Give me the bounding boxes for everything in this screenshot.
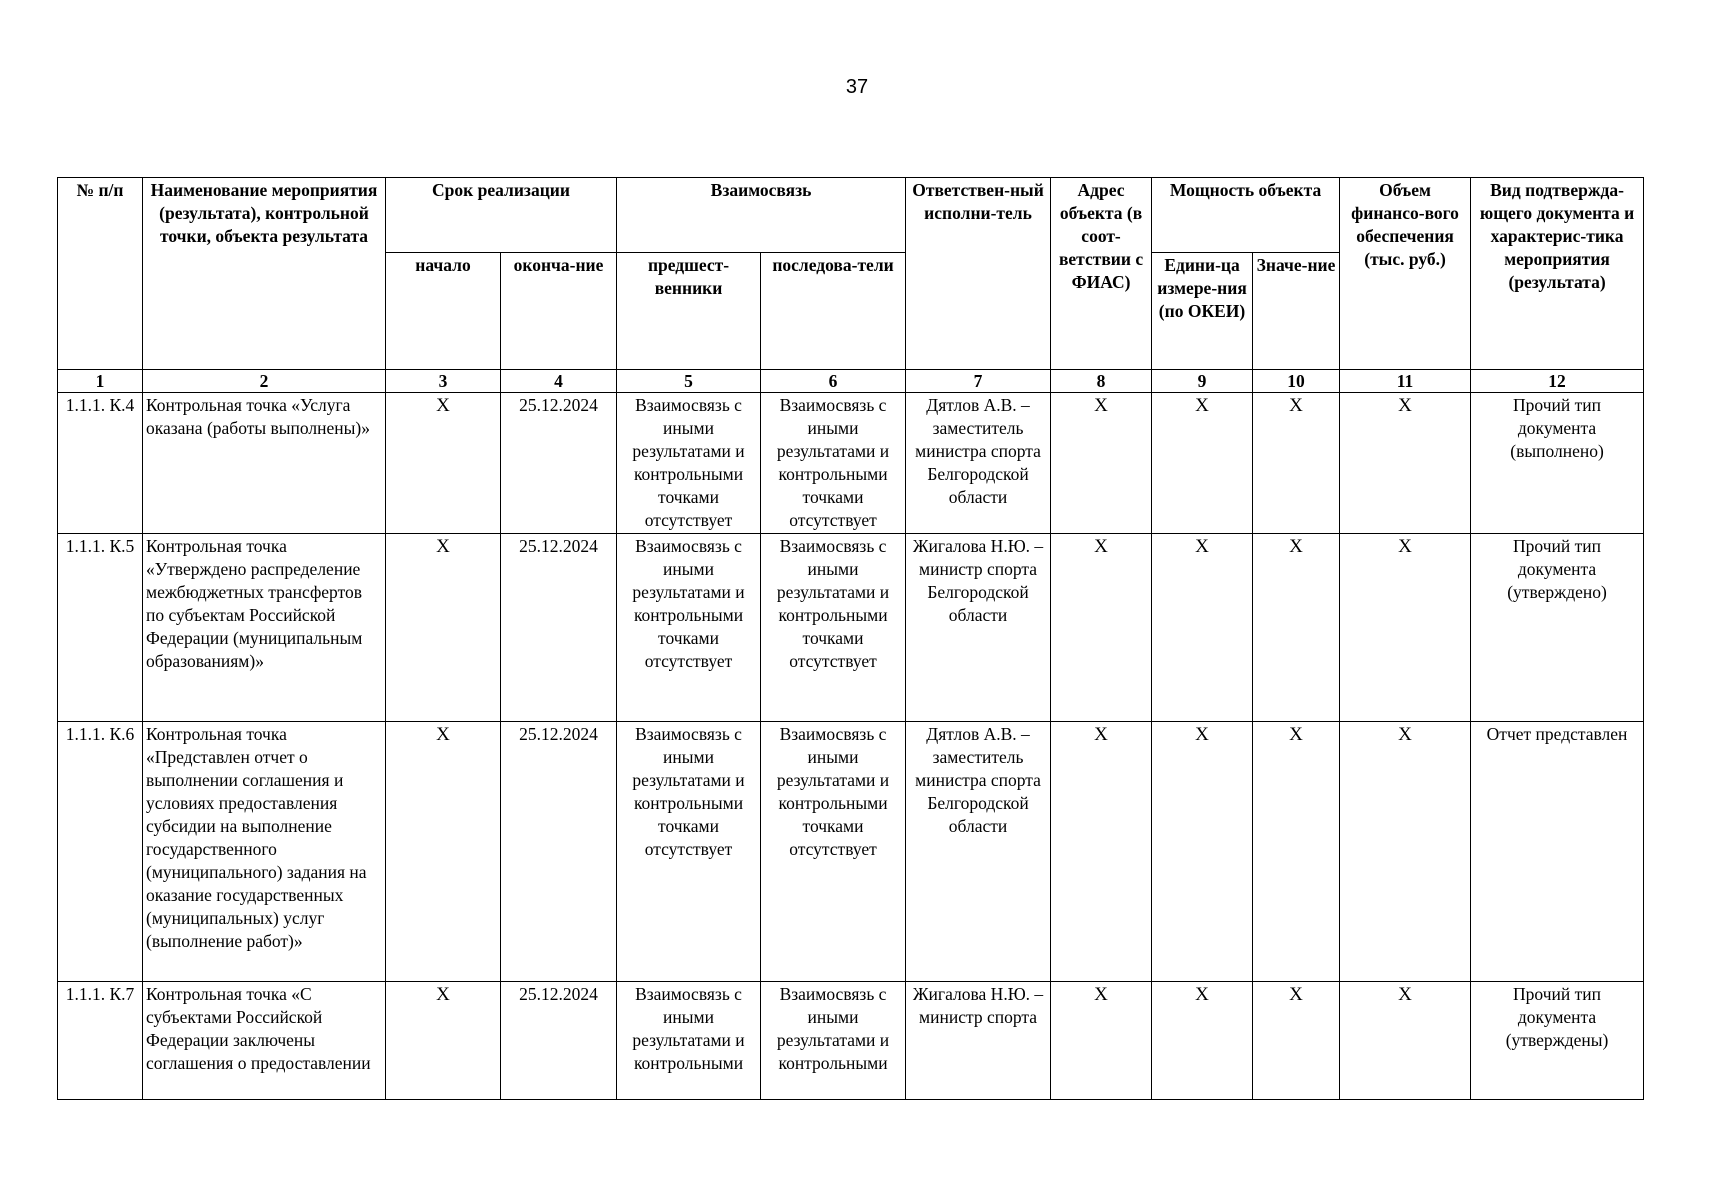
- row-end: 25.12.2024: [501, 534, 617, 722]
- row-doc-type: Прочий тип документа (выполнено): [1471, 393, 1644, 534]
- row-successors: Взаимосвязь с иными результатами и контрольными: [761, 982, 906, 1100]
- row-doc-type: Отчет представлен: [1471, 722, 1644, 982]
- header-relation: Взаимосвязь: [617, 178, 906, 253]
- row-successors: Взаимосвязь с иными результатами и контрольными точками отсутствует: [761, 393, 906, 534]
- header-end: оконча-ние: [501, 253, 617, 370]
- row-executor: Дятлов А.В. – заместитель министра спорта Белгородской области: [906, 393, 1051, 534]
- row-name: Контрольная точка «Утверждено распределение межбюджетных трансфертов по субъектам Российской Федерации (муниципальным образованиям)»: [143, 534, 386, 722]
- header-capacity: Мощность объекта: [1152, 178, 1340, 253]
- row-finance: X: [1340, 393, 1471, 534]
- row-address: X: [1051, 534, 1152, 722]
- header-name: Наименование мероприятия (результата), контрольной точки, объекта результата: [143, 178, 386, 370]
- row-address: X: [1051, 722, 1152, 982]
- column-number: 1: [58, 370, 143, 393]
- row-successors: Взаимосвязь с иными результатами и контрольными точками отсутствует: [761, 722, 906, 982]
- column-number: 12: [1471, 370, 1644, 393]
- row-number: 1.1.1. К.5: [58, 534, 143, 722]
- header-successors: последова-тели: [761, 253, 906, 370]
- row-doc-type: Прочий тип документа (утверждены): [1471, 982, 1644, 1100]
- row-executor: Жигалова Н.Ю. – министр спорта Белгородской области: [906, 534, 1051, 722]
- row-start: X: [386, 982, 501, 1100]
- column-number: 4: [501, 370, 617, 393]
- row-predecessors: Взаимосвязь с иными результатами и контрольными точками отсутствует: [617, 534, 761, 722]
- row-value: X: [1253, 534, 1340, 722]
- column-number: 9: [1152, 370, 1253, 393]
- row-value: X: [1253, 393, 1340, 534]
- row-number: 1.1.1. К.4: [58, 393, 143, 534]
- row-number: 1.1.1. К.7: [58, 982, 143, 1100]
- row-name: Контрольная точка «С субъектами Российской Федерации заключены соглашения о предоставлении: [143, 982, 386, 1100]
- table-row: [58, 722, 1644, 982]
- header-predecessors: предшест-венники: [617, 253, 761, 370]
- row-doc-type: Прочий тип документа (утверждено): [1471, 534, 1644, 722]
- row-end: 25.12.2024: [501, 393, 617, 534]
- row-finance: X: [1340, 982, 1471, 1100]
- column-number: 7: [906, 370, 1051, 393]
- column-number: 6: [761, 370, 906, 393]
- row-unit: X: [1152, 722, 1253, 982]
- row-finance: X: [1340, 534, 1471, 722]
- table-header: [58, 178, 1644, 393]
- column-number: 11: [1340, 370, 1471, 393]
- header-address: Адрес объекта (в соот-ветствии с ФИАС): [1051, 178, 1152, 370]
- table-row: [58, 393, 1644, 534]
- column-number: 8: [1051, 370, 1152, 393]
- row-name: Контрольная точка «Услуга оказана (работы выполнены)»: [143, 393, 386, 534]
- column-number: 2: [143, 370, 386, 393]
- row-start: X: [386, 393, 501, 534]
- row-executor: Дятлов А.В. – заместитель министра спорта Белгородской области: [906, 722, 1051, 982]
- header-unit: Едини-ца измере-ния (по ОКЕИ): [1152, 253, 1253, 370]
- row-number: 1.1.1. К.6: [58, 722, 143, 982]
- row-end: 25.12.2024: [501, 722, 617, 982]
- page-number: 37: [845, 76, 869, 98]
- row-start: X: [386, 534, 501, 722]
- row-finance: X: [1340, 722, 1471, 982]
- table-row: [58, 982, 1644, 1100]
- column-number: 3: [386, 370, 501, 393]
- row-successors: Взаимосвязь с иными результатами и контрольными точками отсутствует: [761, 534, 906, 722]
- header-start: начало: [386, 253, 501, 370]
- row-predecessors: Взаимосвязь с иными результатами и контрольными точками отсутствует: [617, 722, 761, 982]
- row-executor: Жигалова Н.Ю. – министр спорта: [906, 982, 1051, 1100]
- row-start: X: [386, 722, 501, 982]
- column-number: 5: [617, 370, 761, 393]
- row-unit: X: [1152, 393, 1253, 534]
- header-executor: Ответствен-ный исполни-тель: [906, 178, 1051, 370]
- column-number-row: [58, 370, 1644, 393]
- row-end: 25.12.2024: [501, 982, 617, 1100]
- row-predecessors: Взаимосвязь с иными результатами и контрольными: [617, 982, 761, 1100]
- row-value: X: [1253, 982, 1340, 1100]
- row-value: X: [1253, 722, 1340, 982]
- column-number: 10: [1253, 370, 1340, 393]
- table-row: [58, 534, 1644, 722]
- row-unit: X: [1152, 534, 1253, 722]
- row-unit: X: [1152, 982, 1253, 1100]
- header-doc-type: Вид подтвержда-ющего документа и характерис-тика мероприятия (результата): [1471, 178, 1644, 370]
- header-finance: Объем финансо-вого обеспечения (тыс. руб.): [1340, 178, 1471, 370]
- header-term: Срок реализации: [386, 178, 617, 253]
- row-predecessors: Взаимосвязь с иными результатами и контрольными точками отсутствует: [617, 393, 761, 534]
- row-address: X: [1051, 393, 1152, 534]
- row-name: Контрольная точка «Представлен отчет о выполнении соглашения и условиях предоставления субсидии на выполнение государственного (муниципального) задания на оказание государственных (муниципальных) услуг (выполнение работ)»: [143, 722, 386, 982]
- header-number: № п/п: [58, 178, 143, 370]
- row-address: X: [1051, 982, 1152, 1100]
- header-value: Значе-ние: [1253, 253, 1340, 370]
- activity-plan-table: [57, 177, 1644, 1100]
